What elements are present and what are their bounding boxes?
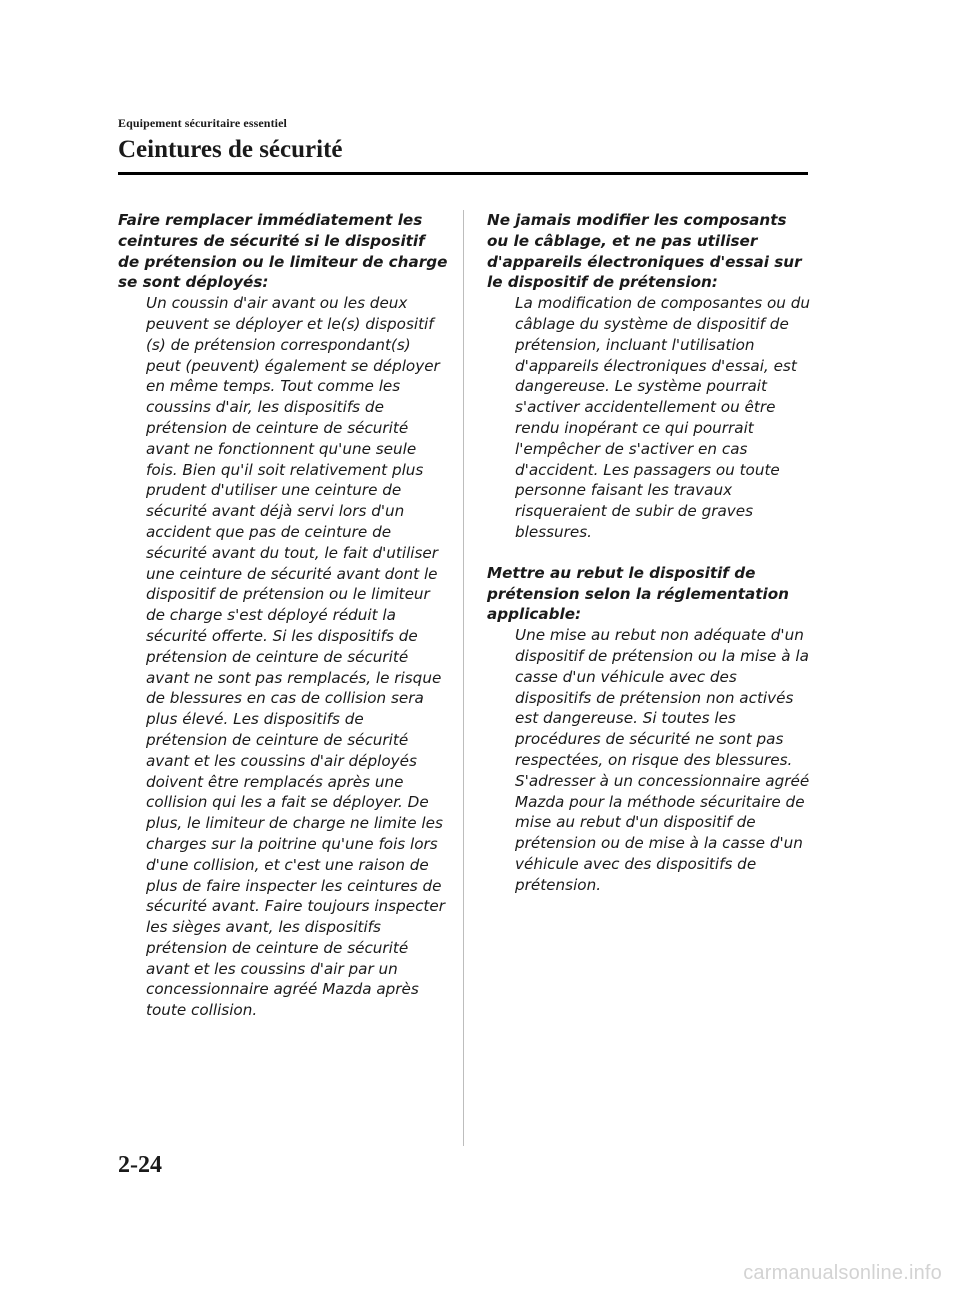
warning-heading-disposal: Mettre au rebut le dispositif de prétension selon la réglementation applicable: xyxy=(487,563,789,624)
page-title: Ceintures de sécurité xyxy=(118,136,343,163)
warning-heading-no-modification: Ne jamais modifier les composants ou le câblage, et ne pas utiliser d'appareils électroniques d'essai sur le dispositif de prétension: xyxy=(487,211,802,292)
watermark: carmanualsonline.info xyxy=(743,1262,942,1284)
warning-heading-pretensioner-replace: Faire remplacer immédiatement les ceintures de sécurité si le dispositif de prétension ou le limiteur de charge se sont déployés: xyxy=(118,211,448,292)
section-label: Equipement sécuritaire essentiel xyxy=(118,116,287,130)
page-number: 2-24 xyxy=(118,1152,162,1178)
left-column xyxy=(118,210,448,1021)
warning-body-disposal: Une mise au rebut non adéquate d'un dispositif de prétension ou la mise à la casse d'un véhicule avec des dispositifs de prétension non activés est dangereuse. Si toutes les procédures de sécurité ne sont pas respectées, on risque des blessures. S'adresser à un concessionnaire agréé Mazda pour la méthode sécuritaire de mise au rebut d'un dispositif de prétension ou de mise à la casse d'un véhicule avec des dispositifs de prétension. xyxy=(515,626,810,894)
paragraph-spacer xyxy=(487,543,811,563)
warning-body-pretensioner-replace: Un coussin d'air avant ou les deux peuvent se déployer et le(s) dispositif (s) de prétension correspondant(s) peut (peuvent) également se déployer en même temps. Tout comme les coussins d'air, les dispositifs de prétension de ceinture de sécurité avant ne fonctionnent qu'une seule fois. Bien qu'il soit relativement plus prudent d'utiliser une ceinture de sécurité avant déjà servi lors d'un accident que pas de ceinture de sécurité avant du tout, le fait d'utiliser une ceinture de sécurité avant dont le dispositif de prétension ou le limiteur de charge s'est déployé réduit la sécurité offerte. Si les dispositifs de prétension de ceinture de sécurité avant ne sont pas remplacés, le risque de blessures en cas de collision sera plus élevé. Les dispositifs de prétension de ceinture de sécurité avant et les coussins d'air déployés doivent être remplacés après une collision qui les a fait se déployer. De plus, le limiteur de charge ne limite les charges sur la poitrine qu'une fois lors d'une collision, et c'est une raison de plus de faire inspecter les ceintures de sécurité avant. Faire toujours inspecter les sièges avant, les dispositifs prétension de ceinture de sécurité avant et les coussins d'air par un concessionnaire agréé Mazda après toute collision. xyxy=(146,294,445,1020)
title-divider xyxy=(118,172,808,175)
right-column xyxy=(487,210,811,896)
warning-body-no-modification: La modification de composantes ou du câblage du système de dispositif de prétension, incluant l'utilisation d'appareils électroniques d'essai, est dangereuse. Le système pourrait s'activer accidentellement ou être rendu inopérant ce qui pourrait l'empêcher de s'activer en cas d'accident. Les passagers ou toute personne faisant les travaux risqueraient de subir de graves blessures. xyxy=(515,294,811,541)
column-divider xyxy=(463,210,464,1146)
